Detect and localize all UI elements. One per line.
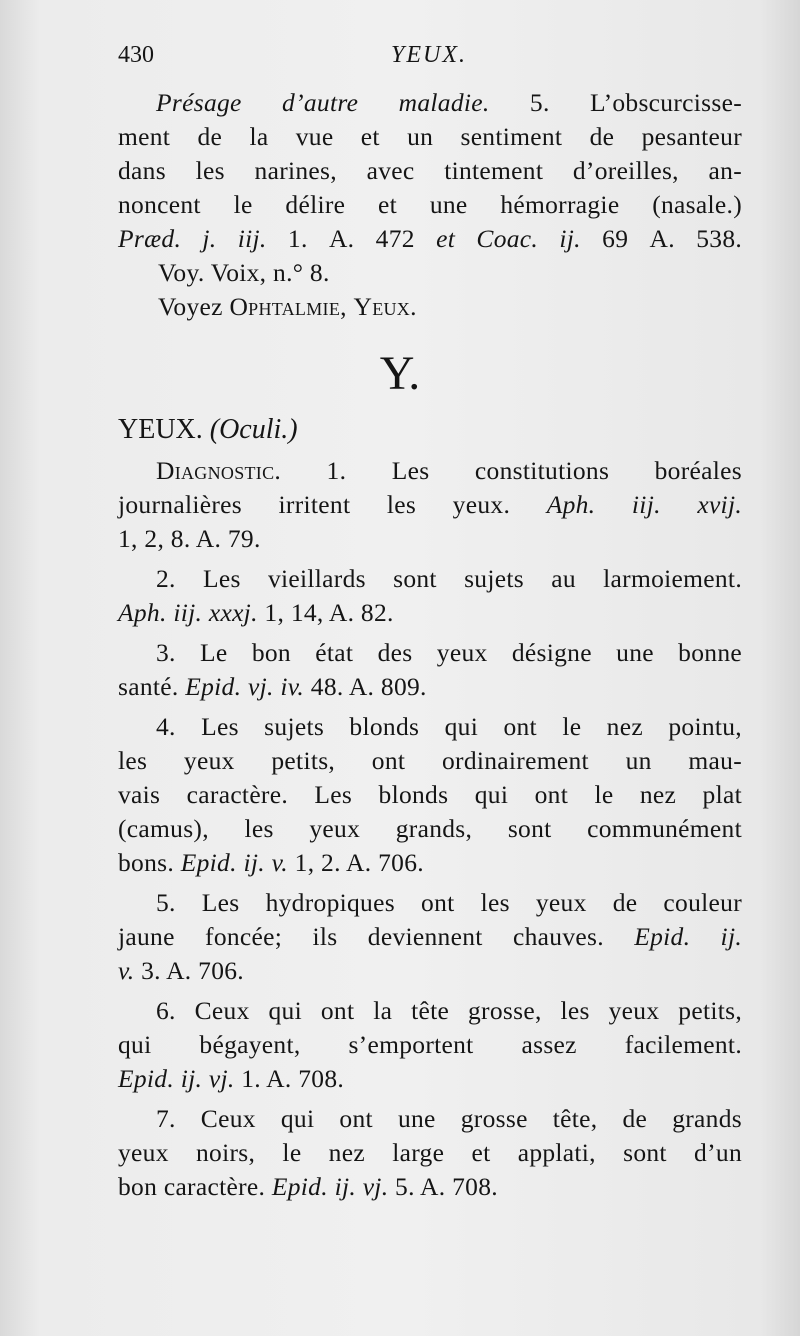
reference-italic: Epid. ij. vj.: [271, 1172, 389, 1201]
text-run: A.: [328, 224, 355, 253]
text-line: [118, 920, 742, 954]
text-run: 1. A. 708.: [234, 1064, 345, 1093]
reference-italic: Epid. ij.: [634, 922, 742, 951]
text-line: ment de la vue et un sentiment de pesanteur: [118, 122, 742, 151]
reference-italic: v.: [118, 956, 135, 985]
text-run: 1, 2. A. 706.: [287, 848, 424, 877]
text-run: ,: [340, 292, 354, 321]
text-run: santé.: [118, 672, 186, 701]
text-run: A.: [649, 224, 675, 253]
text-run: 69: [580, 224, 650, 253]
text-run: .: [410, 292, 417, 321]
text-line: [118, 454, 742, 488]
text-run: Yeux: [353, 292, 411, 321]
text-run: 48. A. 809.: [304, 672, 427, 701]
cross-reference: Voy. Voix, n.° 8.: [158, 258, 330, 287]
italic-phrase: Présage d’autre maladie.: [156, 88, 490, 117]
text-run: bon caractère.: [118, 1172, 272, 1201]
text-run: 1.: [266, 224, 329, 253]
text-line: noncent le délire et une hémorragie (nasale.): [118, 190, 742, 219]
reference-italic: Epid. ij. vj.: [118, 1064, 235, 1093]
reference-italic: et Coac. ij.: [436, 224, 581, 253]
text-line: [118, 596, 742, 630]
section-label: Diagnostic.: [156, 456, 282, 485]
entry-headword: [118, 414, 298, 446]
page-number: 430: [118, 42, 154, 68]
headword-latin: (Oculi.): [209, 414, 298, 445]
text-line: [118, 670, 742, 704]
text-line: [118, 86, 742, 120]
text-run: journalières irritent les yeux.: [118, 490, 547, 519]
headword-text: YEUX.: [118, 414, 203, 445]
reference-italic: Aph. iij. xvij.: [546, 490, 743, 519]
text-line: [118, 488, 742, 522]
text-line: dans les narines, avec tintement d’oreilles, an-: [118, 156, 742, 185]
text-run: jaune foncée; ils deviennent chauves.: [118, 922, 635, 951]
text-line: les yeux petits, ont ordinairement un mau-: [118, 746, 742, 775]
text-line: [118, 1170, 742, 1204]
text-line: yeux noirs, le nez large et applati, sont d’un: [118, 1138, 742, 1167]
reference-italic: Epid. ij. v.: [180, 848, 288, 877]
cross-reference: [118, 290, 742, 324]
text-line: 7. Ceux qui ont une grosse tête, de grands: [156, 1104, 742, 1133]
text-line: 2. Les vieillards sont sujets au larmoiement.: [156, 564, 742, 593]
text-line: [118, 954, 742, 988]
text-run: 472: [354, 224, 437, 253]
section-letter: Y.: [379, 347, 421, 400]
text-line: [118, 1062, 742, 1096]
text-run: 1, 14, A. 82.: [257, 598, 394, 627]
top-entry: [118, 86, 742, 324]
text-line: 5. Les hydropiques ont les yeux de couleur: [156, 888, 742, 917]
text-line: (camus), les yeux grands, sont communément: [118, 814, 742, 843]
text-run: 538.: [674, 224, 743, 253]
text-line: 6. Ceux qui ont la tête grosse, les yeux petits,: [156, 996, 742, 1025]
text-run: Ophtalmie: [229, 292, 341, 321]
text-run: 5. L’obscurcisse-: [489, 88, 742, 117]
text-line: 3. Le bon état des yeux désigne une bonne: [156, 638, 742, 667]
text-line: vais caractère. Les blonds qui ont le nez plat: [118, 780, 742, 809]
running-title: YEUX.: [391, 42, 467, 68]
text-run: bons.: [118, 848, 181, 877]
reference-italic: Præd. j. iij.: [118, 224, 267, 253]
text-line: qui bégayent, s’emportent assez facilement.: [118, 1030, 742, 1059]
text-line: 4. Les sujets blonds qui ont le nez pointu,: [156, 712, 742, 741]
text-run: 5. A. 708.: [388, 1172, 498, 1201]
text-run: 3. A. 706.: [134, 956, 244, 985]
reference-italic: Epid. vj. iv.: [185, 672, 305, 701]
text-line: [118, 846, 742, 880]
text-line: 1, 2, 8. A. 79.: [118, 524, 261, 553]
text-run: Voyez: [158, 292, 230, 321]
diagnostic-section: [118, 454, 742, 1204]
reference-line: [118, 222, 742, 256]
text-run: 1. Les constitutions boréales: [281, 456, 742, 485]
page-header: [118, 42, 740, 82]
reference-italic: Aph. iij. xxxj.: [118, 598, 258, 627]
